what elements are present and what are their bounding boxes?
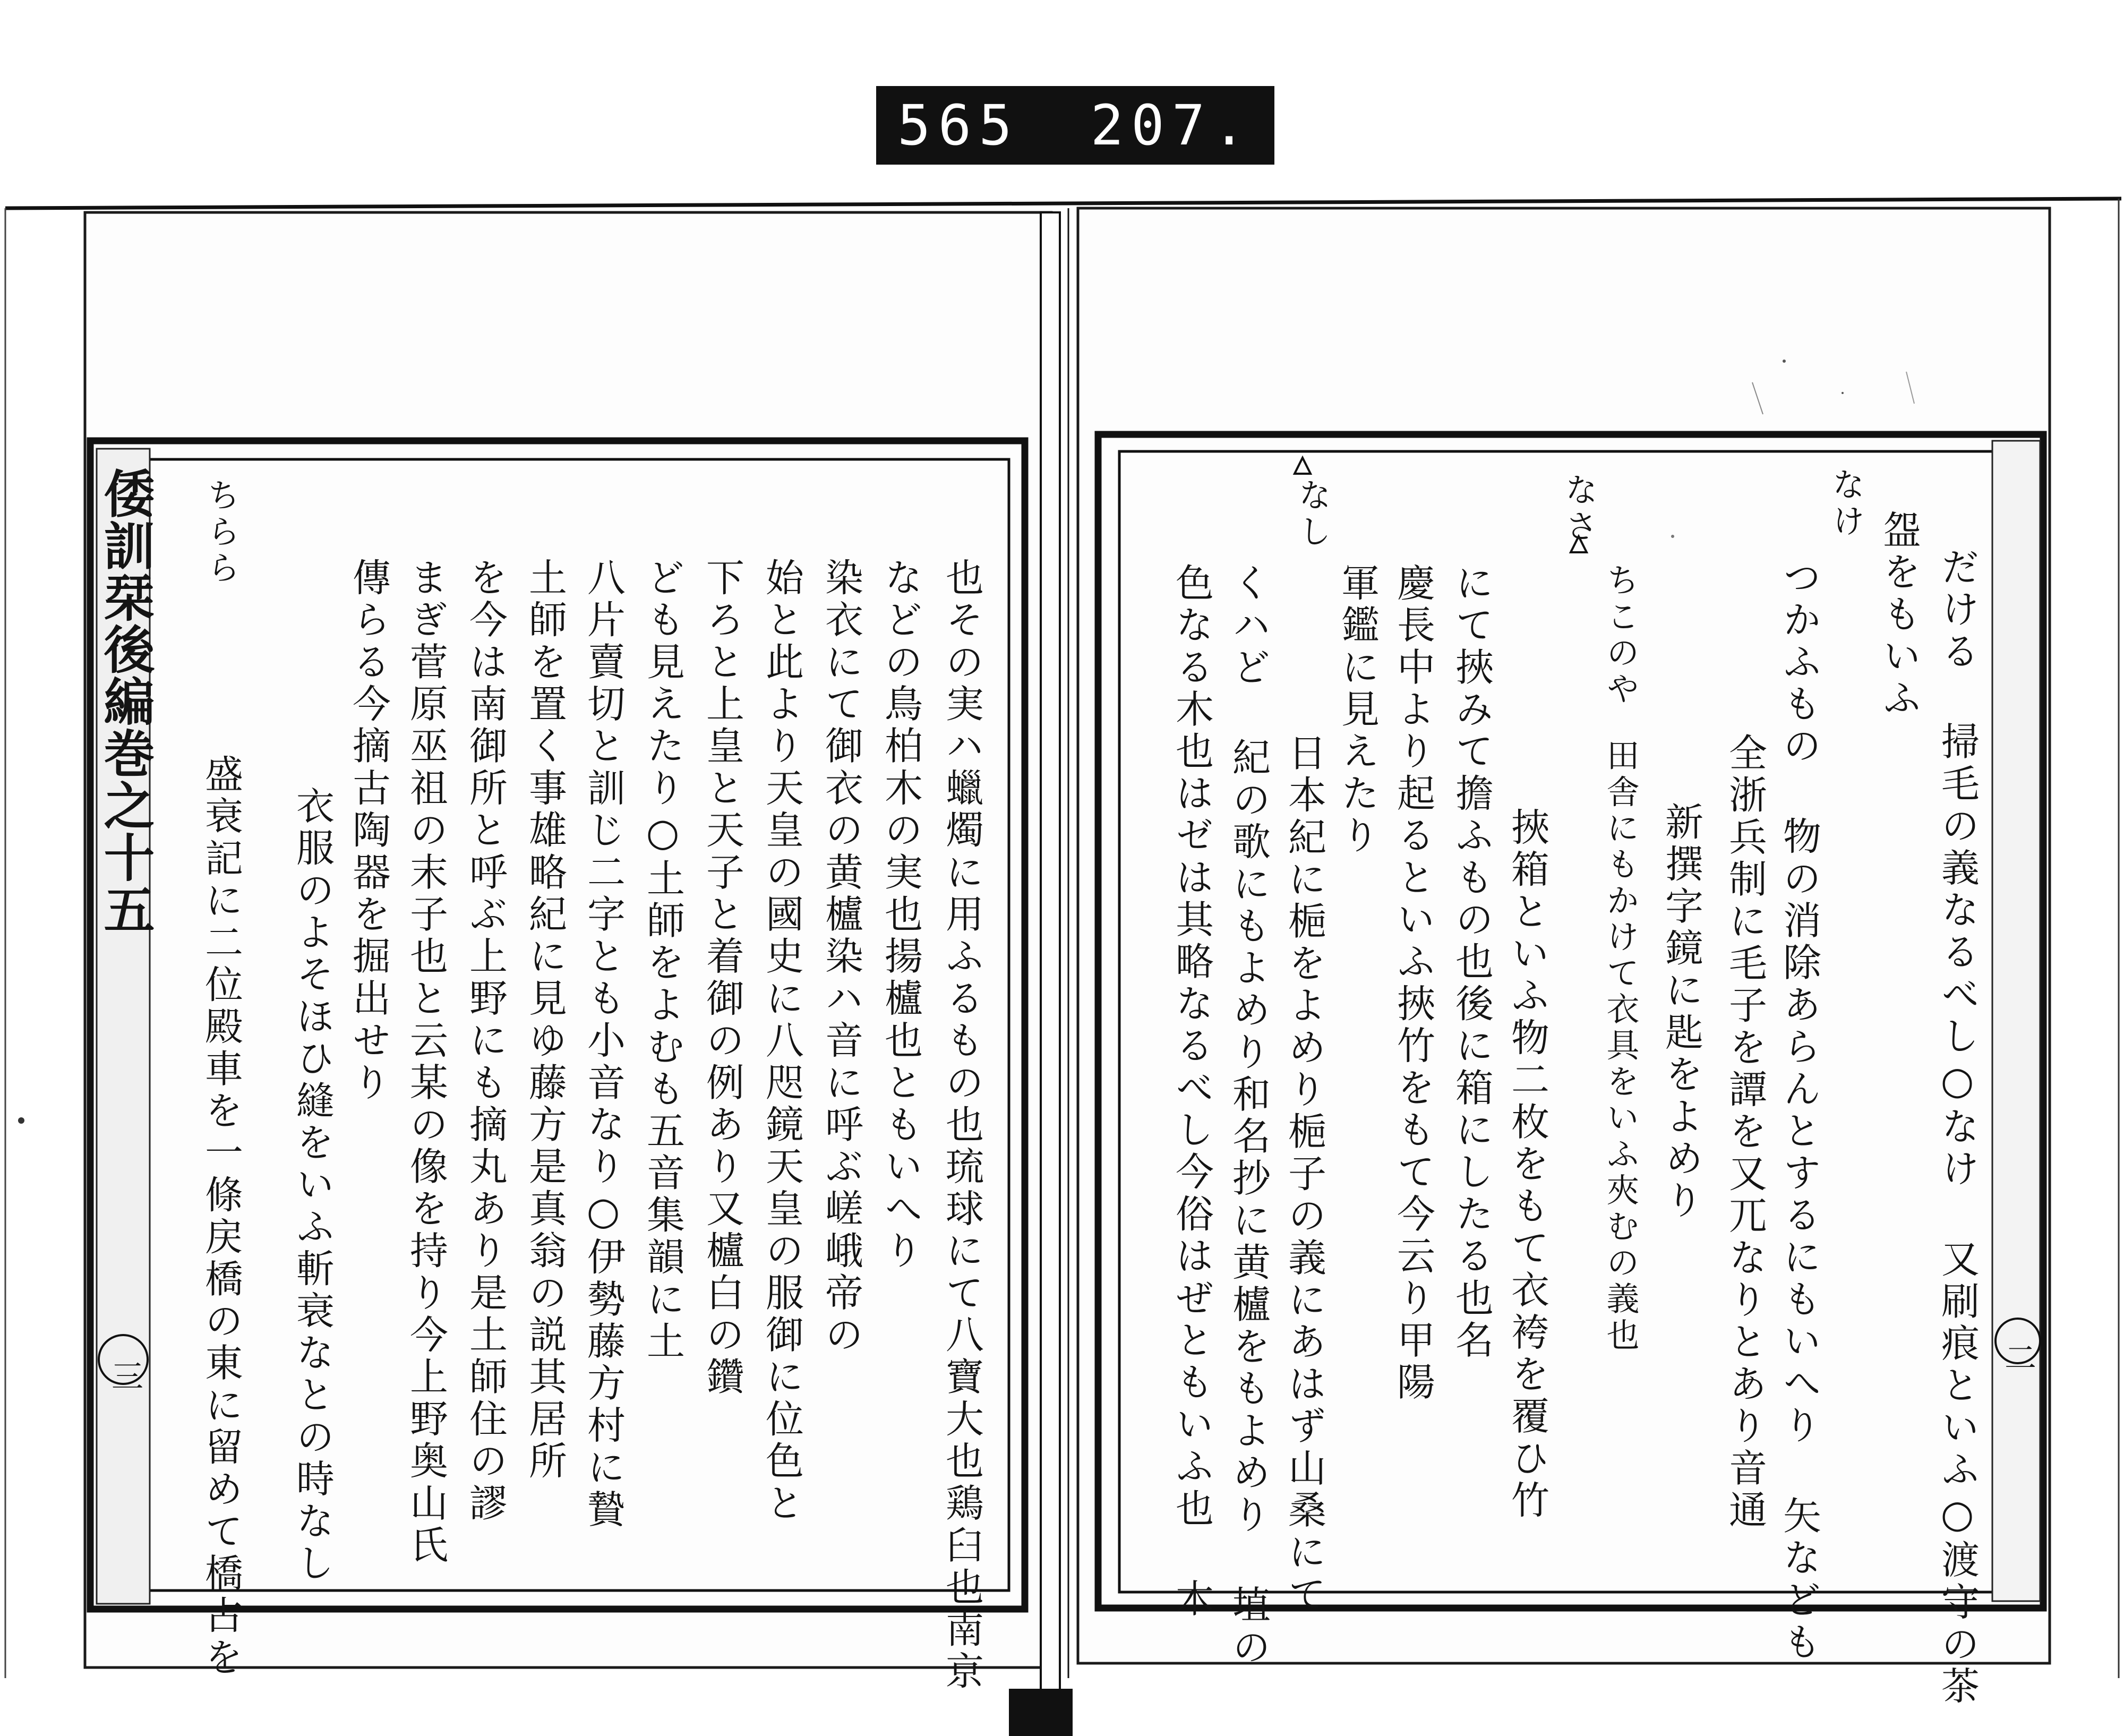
right-column-1: だける 掃毛の義なるべし○なけ 又刷痕といふ○渡守の茶 [1935,547,1980,1708]
film-label-left: 565 [897,93,1020,158]
left-column-11: 傳らる今摘古陶器を掘出せり [346,558,391,1105]
right-column-16: くハど 紀の歌にもよめり和名抄に黄櫨をもよめり 埴の [1226,563,1271,1670]
film-label-right: 207. [1090,93,1253,158]
right-column-10: 挾箱といふ物二枚をもて衣袴を覆ひ竹 [1505,807,1549,1523]
right-column-9: なさ [1560,473,1598,545]
right-column-5: 全浙兵制に毛子を譚を又兀なりとあり音通 [1723,733,1767,1532]
film-label [876,86,1274,165]
right-column-3: なけ [1827,467,1865,540]
right-column-13: 軍鑑に見えたり [1335,563,1380,858]
right-column-12: 慶長中より起るといふ挾竹をもて今云り甲陽 [1391,563,1435,1404]
right-column-11: にて挾みて擔ふもの也後に箱にしたる也名 [1449,563,1494,1362]
left-column-6: ども見えたり○土師をよむも五音集韻に土 [640,558,685,1363]
left-column-4: 始と此より天皇の國史に八咫鏡天皇の服御に位色と [759,558,804,1525]
right-column-4: つかふもの 物の消除あらんとするにもいへり 矢なども [1777,558,1821,1664]
right-column-8: 田舎にもかけて衣具をいふ夾むの義也 [1601,738,1640,1354]
left-column-10: まぎ菅原巫祖の末子也と云某の像を持り今上野奥山氏 [404,558,448,1567]
right-column-15: 日本紀に梔をよめり梔子の義にあはず山桑にて [1282,733,1326,1617]
left-column-13: 盛衰記に二位殿車を一條戻橋の東に留めて橋占を [199,754,243,1680]
right-column-7: ちこのや [1601,563,1640,708]
left-column-2: などの鳥柏木の実也揚櫨也ともいへり [878,558,923,1273]
left-spine-title: 倭訓栞後編巻之十五 [96,467,156,936]
left-column-12: 衣服のよそほひ縫をいふ斬衰なとの時なし [290,786,335,1585]
left-column-7: 八片賣切と訓じ二字とも小音なり○伊勢藤方村に贄 [581,558,626,1532]
right-column-14: なし [1293,478,1332,551]
left-column-1: 也その実ハ蠟燭に用ふるもの也琉球にて八寶大也鶏臼也南京 [939,558,984,1694]
left-folio: 三 [106,1359,143,1395]
left-column-8: 土師を置く事雄略紀に見ゆ藤方是真翁の説其居所 [523,558,567,1483]
left-column-14: ちらら [202,478,241,587]
right-column-6: 新撰字鏡に匙をよめり [1659,802,1703,1222]
right-folio: 二 [1999,1341,2036,1376]
right-column-2: 盌をもいふ [1877,510,1921,720]
left-column-5: 下ろと上皇と天子と着御の例あり又櫨白の鑽 [700,558,744,1399]
right-column-17: 色なる木也はゼは其略なるべし今俗はぜともいふ也 木 [1169,563,1214,1621]
left-column-9: を今は南御所と呼ぶ上野にも摘丸あり是土師住の謬 [463,558,508,1525]
left-column-3: 染衣にて御衣の黄櫨染ハ音に呼ぶ嵯峨帝の [819,558,863,1357]
